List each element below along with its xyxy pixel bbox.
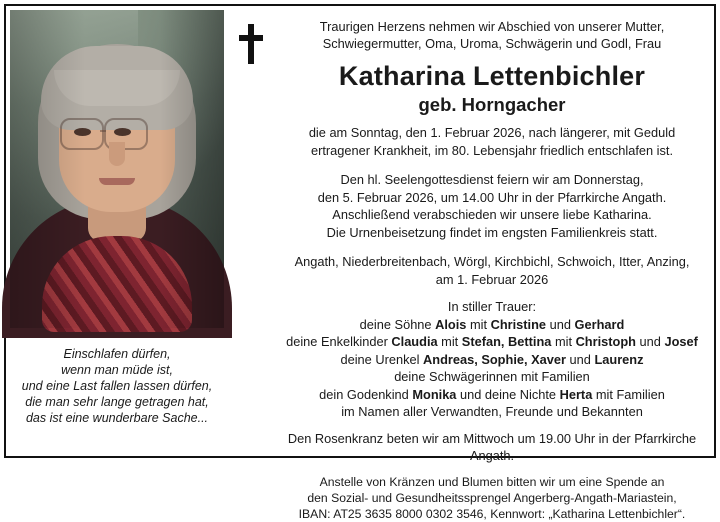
mourner-text: und deine Nichte — [456, 386, 560, 402]
mourner-name: Laurenz — [594, 351, 644, 367]
mourner-name: Herta — [559, 386, 593, 402]
intro-text — [274, 18, 710, 52]
mourner-text: mit Familien — [592, 386, 665, 402]
mourners-section — [274, 298, 710, 421]
mourner-name: Andreas, Sophie, Xaver — [423, 351, 566, 367]
mourner-name: Claudia — [391, 334, 438, 349]
funeral-service-details — [274, 171, 710, 241]
mourner-text: mit — [437, 334, 462, 349]
places-and-date — [274, 253, 710, 288]
left-column — [10, 10, 228, 452]
donation-line: den Sozial- und Gesundheitssprengel Angerberg-Angath-Mariastein, — [307, 490, 677, 505]
mourner-line — [274, 386, 710, 404]
verse-line: wenn man müde ist, — [61, 363, 173, 377]
memorial-verse — [10, 346, 224, 426]
portrait-photo — [10, 10, 224, 328]
verse-line: die man sehr lange getragen hat, — [25, 395, 209, 409]
mourner-name: Stefan, Bettina — [461, 334, 552, 349]
mourner-text: und — [636, 334, 665, 349]
service-line: Die Urnenbeisetzung findet im engsten Familienkreis statt. — [326, 224, 658, 240]
mourner-text: deine Schwägerinnen mit Familien — [394, 369, 590, 384]
mourner-line — [274, 333, 710, 351]
mourner-name: Christoph — [575, 334, 636, 349]
mourner-line — [274, 368, 710, 386]
mourner-text: und — [546, 316, 575, 332]
verse-line: und eine Last fallen lassen dürfen, — [21, 379, 213, 393]
cross-vertical — [248, 24, 254, 64]
service-line: Den hl. Seelengottesdienst feiern wir am Donnerstag, — [340, 172, 644, 187]
cross-icon — [239, 24, 263, 64]
death-line: die am Sonntag, den 1. Februar 2026, nach längerer, mit Geduld — [308, 125, 676, 140]
mourner-line — [274, 403, 710, 421]
death-details — [274, 124, 710, 159]
rosary-line: Den Rosenkranz beten wir am Mittwoch um 19.00 Uhr in der Pfarrkirche Angath. — [287, 430, 697, 463]
mourner-relation: deine Enkelkinder — [286, 334, 392, 349]
deceased-name: Katharina Lettenbichler — [338, 61, 646, 91]
donation-line: Anstelle von Kränzen und Blumen bitten wir um eine Spende an — [319, 474, 665, 489]
obituary-text-column — [274, 10, 710, 521]
mourner-list — [274, 316, 710, 421]
mourner-relation: deine Söhne — [359, 316, 436, 332]
verse-line: das ist eine wunderbare Sache... — [25, 411, 209, 425]
donation-section — [274, 474, 710, 522]
mourner-name: Monika — [412, 386, 457, 402]
mourner-text: und — [565, 351, 595, 367]
mourner-text: mit — [551, 334, 576, 349]
service-line: den 5. Februar 2026, um 14.00 Uhr in der Pfarrkirche Angath. — [317, 189, 667, 205]
service-line: Anschließend verabschieden wir unsere liebe Katharina. — [332, 207, 652, 222]
mourner-line — [274, 316, 710, 334]
cross-horizontal — [239, 35, 263, 41]
mourner-name: Josef — [664, 334, 698, 349]
mourner-text: im Namen aller Verwandten, Freunde und Bekannten — [341, 404, 643, 419]
death-line: ertragener Krankheit, im 80. Lebensjahr friedlich entschlafen ist. — [310, 142, 674, 158]
verse-line: Einschlafen dürfen, — [63, 347, 171, 361]
mourner-name: Christine — [490, 316, 547, 332]
places-date-line: am 1. Februar 2026 — [435, 271, 549, 287]
mourner-text: mit — [466, 316, 491, 332]
intro-line: Schwiegermutter, Oma, Uroma, Schwägerin und Godl, Frau — [322, 36, 662, 51]
mourner-relation: dein Godenkind — [319, 386, 413, 402]
donation-iban-line: IBAN: AT25 3635 8000 0302 3546, Kennwort: „Katharina Lettenbichler“. — [298, 506, 686, 521]
maiden-name: geb. Horngacher — [418, 94, 566, 115]
mourner-line — [274, 351, 710, 369]
photo-vignette — [10, 10, 224, 328]
mourner-name: Gerhard — [574, 316, 625, 332]
intro-line: Traurigen Herzens nehmen wir Abschied von unserer Mutter, — [319, 19, 665, 34]
mourner-relation: deine Urenkel — [340, 351, 424, 367]
mourning-heading: In stiller Trauer: — [447, 299, 537, 314]
mourner-name: Alois — [435, 316, 467, 332]
cross-column — [228, 10, 274, 452]
places-line: Angath, Niederbreitenbach, Wörgl, Kirchbichl, Schwoich, Itter, Anzing, — [294, 254, 690, 269]
